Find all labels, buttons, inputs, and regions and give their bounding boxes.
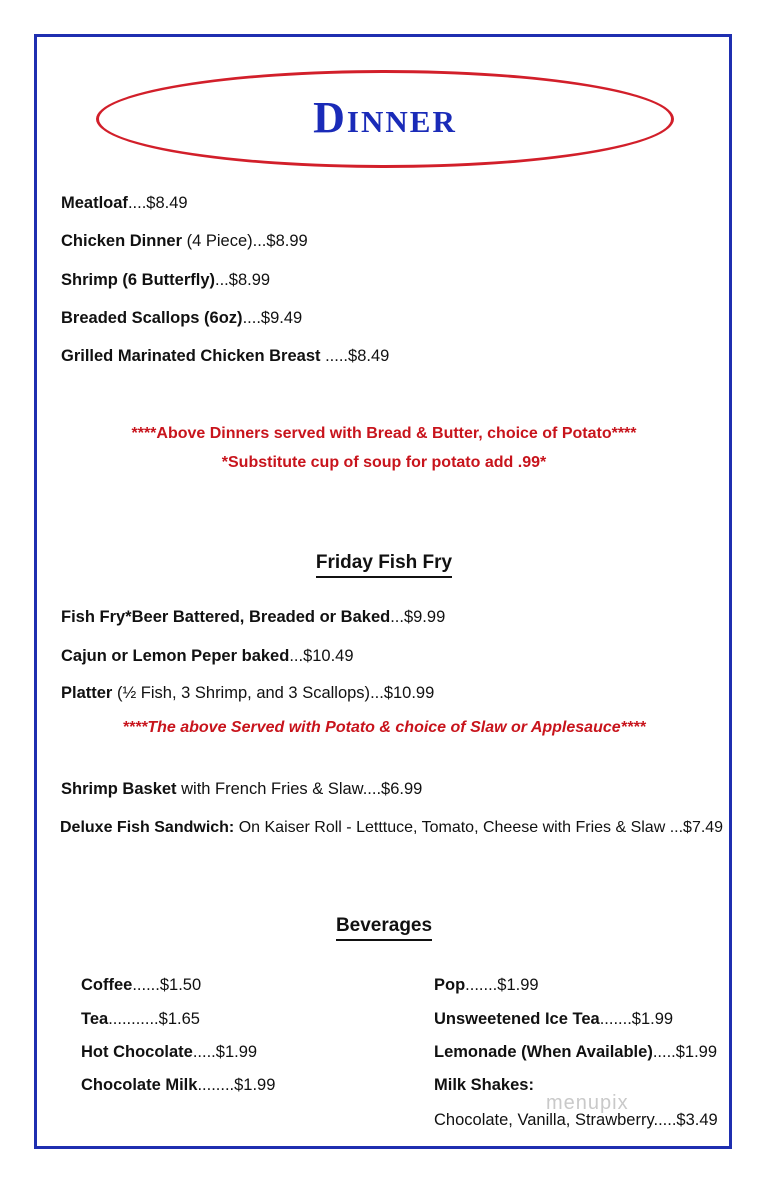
item-price: .......$1.99 [465, 976, 539, 994]
menu-item-platter [61, 684, 434, 703]
item-name: Lemonade (When Available) [434, 1043, 653, 1061]
item-name: Deluxe Fish Sandwich: [60, 819, 235, 836]
page-title: Dinner [313, 93, 457, 142]
menu-item-shrimp-basket [61, 780, 422, 799]
item-price: .....$8.49 [325, 347, 390, 365]
item-name: Meatloaf [61, 194, 128, 212]
beverage-lemonade [434, 1043, 717, 1062]
item-name: Cajun or Lemon Peper baked [61, 647, 290, 665]
item-name: Chocolate Milk [81, 1076, 198, 1094]
beverage-chocolate-milk [81, 1076, 275, 1095]
item-name: Grilled Marinated Chicken Breast [61, 347, 321, 365]
item-name: Chicken Dinner [61, 232, 183, 250]
item-price: ...$10.49 [289, 647, 354, 665]
item-price: ...$7.49 [669, 819, 724, 836]
item-name: Breaded Scallops (6oz) [61, 309, 243, 327]
item-name: Platter [61, 684, 113, 702]
item-price: ......$1.50 [132, 976, 202, 994]
item-name: Tea [81, 1010, 109, 1028]
beverage-milk-shakes [434, 1076, 534, 1095]
item-price: .......$1.99 [599, 1010, 674, 1028]
item-name: Unsweetened Ice Tea [434, 1010, 600, 1028]
section-heading-beverages: Beverages [0, 915, 768, 937]
item-detail: with French Fries & Slaw [176, 780, 363, 798]
menu-item-grilled-chicken [61, 347, 389, 366]
menu-item-fish-fry [61, 608, 445, 627]
fish-fry-note: ****The above Served with Potato & choice of Slaw or Applesauce**** [122, 719, 646, 736]
soup-substitute-note: *Substitute cup of soup for potato add .99* [221, 454, 547, 471]
milkshake-flavors: Chocolate, Vanilla, Strawberry.....$3.49 [434, 1111, 718, 1129]
item-price: ........$1.99 [197, 1076, 276, 1094]
item-price: .....$1.99 [192, 1043, 258, 1061]
menu-item-chicken-dinner [61, 232, 308, 251]
item-price: ...$8.99 [215, 271, 271, 289]
item-name: Milk Shakes: [434, 1076, 534, 1094]
watermark: menupix [546, 1092, 629, 1114]
item-price: ....$9.49 [242, 309, 303, 327]
dinner-note: ****Above Dinners served with Bread & Butter, choice of Potato**** [131, 425, 637, 442]
item-name: Fish Fry*Beer Battered, Breaded or Baked [61, 608, 391, 626]
item-name: Hot Chocolate [81, 1043, 193, 1061]
item-price: ...........$1.65 [108, 1010, 200, 1028]
menu-item-meatloaf [61, 194, 188, 213]
item-price: ...$8.99 [252, 232, 308, 250]
item-price: .....$1.99 [652, 1043, 718, 1061]
beverage-unsweetened-ice-tea [434, 1010, 673, 1029]
item-price: ...$9.99 [390, 608, 446, 626]
item-detail: On Kaiser Roll - Letttuce, Tomato, Cheese with Fries & Slaw [234, 819, 670, 836]
item-name: Pop [434, 976, 466, 994]
item-name: Shrimp Basket [61, 780, 177, 798]
item-name: Coffee [81, 976, 133, 994]
menu-item-deluxe-fish-sandwich [60, 819, 723, 837]
menu-item-breaded-scallops [61, 309, 302, 328]
menu-item-cajun-lemon [61, 647, 354, 666]
menu-item-shrimp [61, 271, 270, 290]
item-name: Shrimp (6 Butterfly) [61, 271, 216, 289]
section-heading-fish-fry: Friday Fish Fry [0, 552, 768, 574]
item-price: ...$10.99 [370, 684, 435, 702]
item-price: ....$6.99 [362, 780, 423, 798]
item-price: ....$8.49 [127, 194, 188, 212]
item-detail: (½ Fish, 3 Shrimp, and 3 Scallops) [112, 684, 371, 702]
beverage-tea [81, 1010, 200, 1029]
beverage-hot-chocolate [81, 1043, 257, 1062]
item-detail: (4 Piece) [182, 232, 253, 250]
beverage-pop [434, 976, 539, 995]
beverage-coffee [81, 976, 201, 995]
